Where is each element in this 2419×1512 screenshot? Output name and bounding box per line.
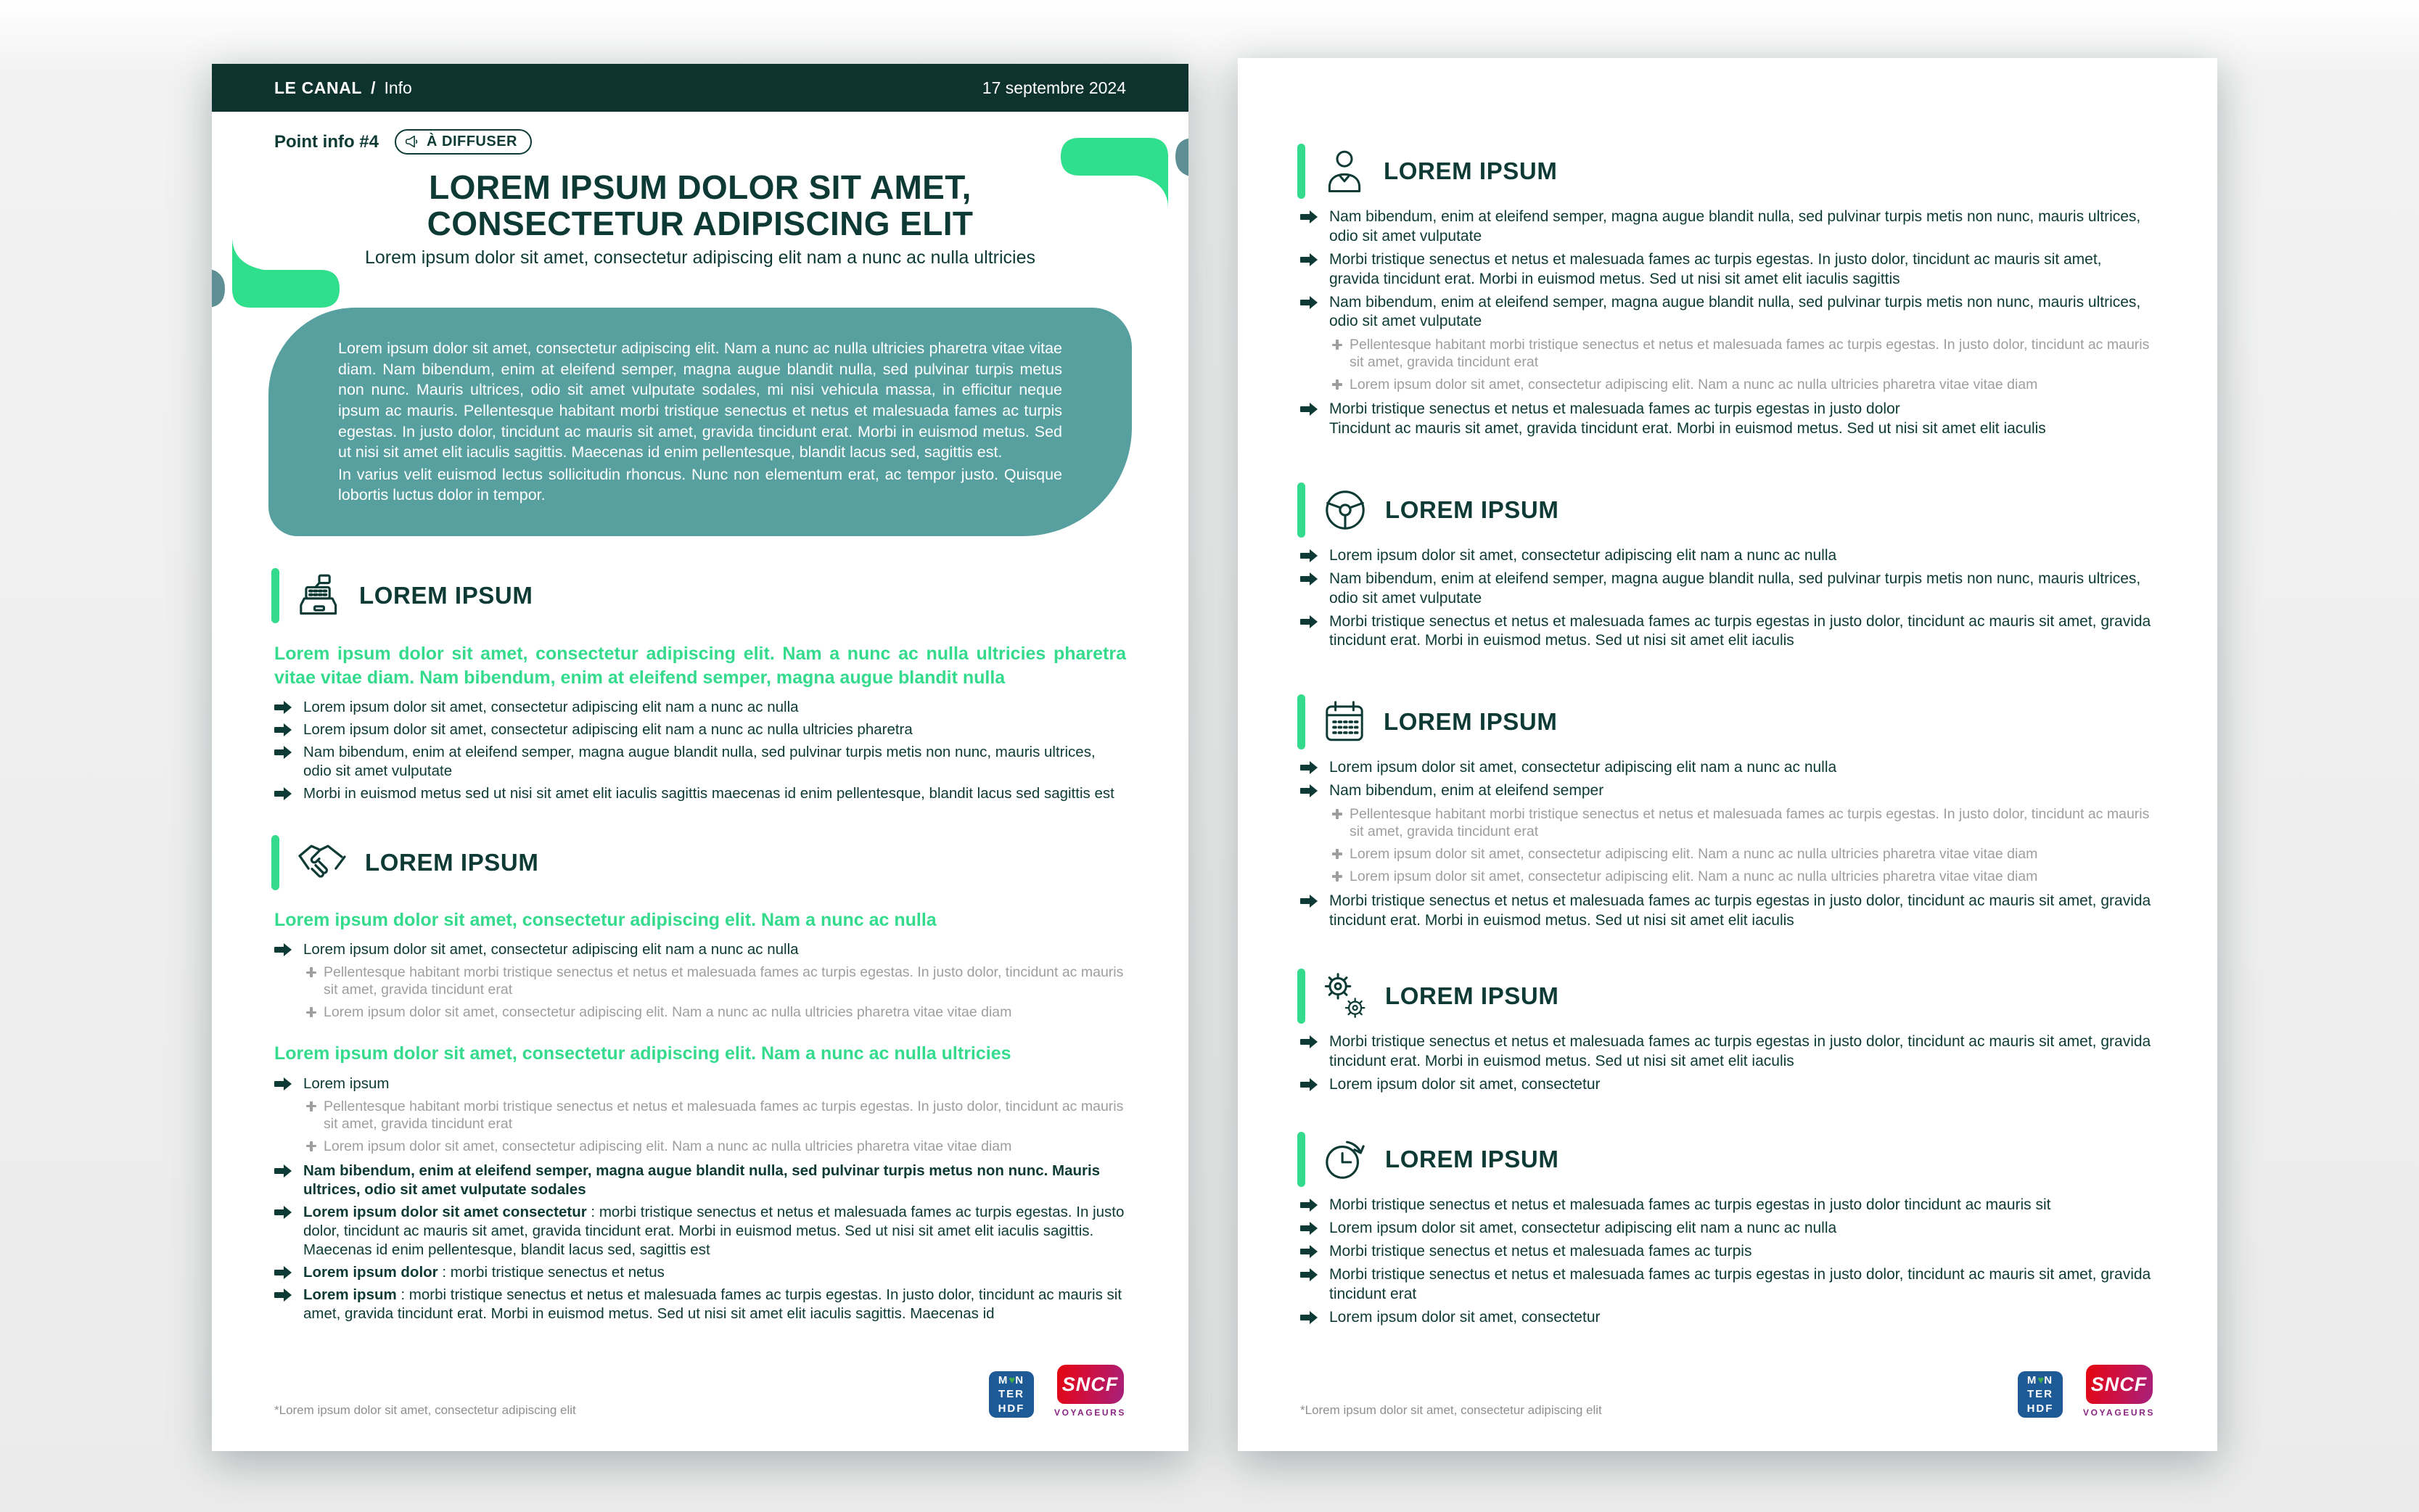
cash-register-icon [297, 573, 342, 618]
list-item: Lorem ipsum : morbi tristique senectus et netus et malesuada fames ac turpis egestas. In justo dolor, tincidunt ac mauris sit amet, gravida tincidunt erat. Morbi in euismod metus. Sed ut nisi sit amet elit iaculis sagittis. Maecenas id [274, 1286, 1126, 1323]
arrow-bullet-icon [1300, 892, 1321, 931]
list-item: Morbi tristique senectus et netus et malesuada fames ac turpis egestas in justo dolor, tincidunt ac mauris sit amet, gravida tincidunt erat. Morbi in euismod metus. Sed ut nisi sit amet elit iaculis [1300, 892, 2155, 931]
list-item: Morbi tristique senectus et netus et malesuada fames ac turpis [1300, 1242, 2155, 1262]
arrow-bullet-icon [1300, 546, 1321, 566]
gears-icon [1323, 972, 1368, 1020]
diffuse-badge-label: À DIFFUSER [427, 133, 517, 149]
section-title: LOREM IPSUM [1384, 157, 1558, 184]
section-accent-bar [1297, 482, 1305, 538]
sub-list [1329, 337, 2155, 394]
plus-bullet-icon [1332, 379, 1342, 390]
handshake-icon [297, 840, 348, 885]
section-accent-bar [271, 568, 279, 623]
arrow-bullet-icon [1300, 208, 1321, 247]
arrow-bullet-icon [1300, 1075, 1321, 1095]
section-driver-header [1300, 144, 2155, 199]
section-list [1300, 546, 2155, 651]
intro-paragraph-2: In varius velit euismod lectus sollicitudin rhoncus. Nunc non elementum erat, ac tempor justo. Quisque lobortis luctus dolor in tempor. [338, 465, 1062, 504]
list-item: Lorem ipsum dolor sit amet, consectetur [1300, 1308, 2155, 1328]
section-accent-bar [1297, 969, 1305, 1024]
section-1-lead: Lorem ipsum dolor sit amet, consectetur adipiscing elit. Nam a nunc ac nulla ultricies pharetra vitae vitae diam. Nam bibendum, enim at eleifend semper, magna augue blandit nulla [274, 644, 1126, 688]
subsection-heading: Lorem ipsum dolor sit amet, consectetur adipiscing elit. Nam a nunc ac nulla ultricies [274, 1043, 1011, 1064]
list-item: Lorem ipsum dolor sit amet, consectetur adipiscing elit nam a nunc ac nulla [274, 698, 1126, 717]
plus-bullet-icon [306, 1007, 316, 1017]
footnote: *Lorem ipsum dolor sit amet, consectetur adipiscing elit [1300, 1403, 1602, 1417]
sub-list [303, 964, 1126, 1022]
plus-bullet-icon [1332, 849, 1342, 859]
mon-ter-hdf-logo: M♥N TER HDF [2018, 1371, 2063, 1418]
list-item: Lorem ipsum dolor : morbi tristique senectus et netus [274, 1263, 1126, 1282]
megaphone-icon [405, 134, 420, 149]
sub-list-item: Pellentesque habitant morbi tristique senectus et netus et malesuada fames ac turpis egestas. In justo dolor, tincidunt ac mauris sit amet, gravida tincidunt erat [306, 964, 1126, 999]
steering-wheel-icon [1323, 488, 1368, 533]
intro-paragraph-1: Lorem ipsum dolor sit amet, consectetur adipiscing elit. Nam a nunc ac nulla ultricies pharetra vitae vitae diam. Nam bibendum, enim at eleifend semper, magna augue blandit nulla, sed pulvinar turpis metus non nunc. Mauris ultrices, odio sit amet vulputate sodales, mi nisi vehicula massa, in efficitur neque ipsum ac mauris. Pellentesque habitant morbi tristique senectus et netus et malesuada fames ac turpis egestas. In justo dolor, tincidunt ac mauris sit amet, gravida tincidunt erat. Morbi in euismod metus. Sed ut nisi sit amet elit iaculis sagittis. Maecenas id enim pellentesque, blandit lacus sed, sagittis est. [338, 340, 1062, 461]
subsection-list [274, 940, 1126, 1024]
list-item: Lorem ipsum dolor sit amet, consectetur adipiscing elit nam a nunc ac nulla [1300, 1219, 2155, 1238]
arrow-bullet-icon [1300, 1219, 1321, 1238]
arrow-bullet-icon [1300, 781, 1321, 888]
sub-list [303, 1098, 1126, 1156]
section-list [1300, 208, 2155, 439]
section-list [1300, 758, 2155, 930]
logo-row [2018, 1365, 2155, 1418]
section-accent-bar [1297, 694, 1305, 749]
list-item: Lorem ipsum Pellentesque habitant morbi tristique senectus et netus et malesuada fames ac turpis egestas. In justo dolor, tincidunt ac mauris sit amet, gravida tincidunt erat Lorem ipsum dolor sit amet, consectetur adipiscing elit. Nam a nunc ac nulla ultricies pharetra vitae vitae diam [274, 1075, 1126, 1158]
logo-row [989, 1365, 1126, 1418]
list-item: Morbi tristique senectus et netus et malesuada fames ac turpis egestas in justo dolor Tincidunt ac mauris sit amet, gravida tincidunt erat. Morbi in euismod metus. Sed ut nisi sit amet elit iaculis [1300, 400, 2155, 439]
sncf-voyageurs-logo: SNCF VOYAGEURS [1054, 1365, 1126, 1418]
list-item: Nam bibendum, enim at eleifend semper, magna augue blandit nulla, sed pulvinar turpis metus non nunc. Mauris ultrices, odio sit amet vulputate sodales [274, 1162, 1126, 1199]
page1-header-bar [212, 64, 1188, 112]
arrow-bullet-icon [274, 1286, 295, 1323]
brand-name: LE CANAL [274, 78, 363, 97]
clock-refresh-icon [1323, 1137, 1368, 1182]
sub-list-item: Lorem ipsum dolor sit amet, consectetur adipiscing elit. Nam a nunc ac nulla ultricies pharetra vitae vitae diam [306, 1138, 1126, 1156]
document-page-2 [1238, 58, 2217, 1451]
arrow-bullet-icon [1300, 293, 1321, 397]
breadcrumb-section: Info [384, 78, 412, 97]
list-item: Morbi tristique senectus et netus et malesuada fames ac turpis egestas. In justo dolor, tincidunt ac mauris sit amet, gravida tincidunt erat. Morbi in euismod metus. Sed ut nisi sit amet elit iaculis sagittis [1300, 250, 2155, 289]
list-item: Lorem ipsum dolor sit amet, consectetur adipiscing elit nam a nunc ac nulla Pellentesque habitant morbi tristique senectus et netus et malesuada fames ac turpis egestas. In justo dolor, tincidunt ac mauris sit amet, gravida tincidunt erat Lorem ipsum dolor sit amet, consectetur adipiscing elit. Nam a nunc ac nulla ultricies pharetra vitae vitae diam [274, 940, 1126, 1024]
arrow-bullet-icon [1300, 1242, 1321, 1262]
sncf-logo-mark: SNCF [1057, 1365, 1124, 1404]
issue-label: Point info #4 [274, 131, 379, 152]
section-clock-header [1300, 1132, 2155, 1187]
section-list [1300, 1196, 2155, 1327]
arrow-bullet-icon [274, 698, 295, 717]
plus-bullet-icon [1332, 871, 1342, 882]
section-1-title: LOREM IPSUM [359, 582, 533, 609]
sub-list-item: Lorem ipsum dolor sit amet, consectetur adipiscing elit. Nam a nunc ac nulla ultricies pharetra vitae vitae diam [1332, 868, 2155, 886]
arrow-bullet-icon [274, 940, 295, 1024]
heart-icon: ♥ [1009, 1373, 1016, 1386]
mon-ter-hdf-logo: M♥N TER HDF [989, 1371, 1034, 1418]
list-item: Lorem ipsum dolor sit amet, consectetur adipiscing elit nam a nunc ac nulla [1300, 546, 2155, 566]
section-1-header [274, 568, 1126, 623]
arrow-bullet-icon [274, 784, 295, 803]
arrow-bullet-icon [1300, 250, 1321, 289]
section-title: LOREM IPSUM [1385, 496, 1559, 523]
plus-bullet-icon [1332, 809, 1342, 819]
arrow-bullet-icon [1300, 612, 1321, 652]
calendar-icon [1323, 699, 1366, 744]
issue-date: 17 septembre 2024 [982, 78, 1126, 97]
sncf-voyageurs-logo: SNCF VOYAGEURS [2083, 1365, 2155, 1418]
document-page-1 [212, 64, 1188, 1451]
page2-footer [1300, 1365, 2155, 1418]
list-item: Morbi tristique senectus et netus et malesuada fames ac turpis egestas in justo dolor, tincidunt ac mauris sit amet, gravida tincidunt erat. Morbi in euismod metus. Sed ut nisi sit amet elit iaculis [1300, 612, 2155, 652]
section-accent-bar [1297, 144, 1305, 199]
diffuse-badge [395, 129, 532, 155]
sub-list-item: Lorem ipsum dolor sit amet, consectetur adipiscing elit. Nam a nunc ac nulla ultricies pharetra vitae vitae diam [306, 1004, 1126, 1022]
arrow-bullet-icon [1300, 1196, 1321, 1215]
list-item: Nam bibendum, enim at eleifend semper, magna augue blandit nulla, sed pulvinar turpis metis non nunc, mauris ultrices, odio sit amet vulputate [274, 743, 1126, 781]
kicker-row [274, 129, 1126, 155]
arrow-bullet-icon [274, 1203, 295, 1260]
footnote: *Lorem ipsum dolor sit amet, consectetur adipiscing elit [274, 1403, 576, 1417]
arrow-bullet-icon [1300, 1032, 1321, 1072]
sub-list-item: Pellentesque habitant morbi tristique senectus et netus et malesuada fames ac turpis egestas. In justo dolor, tincidunt ac mauris sit amet, gravida tincidunt erat [1332, 337, 2155, 371]
list-item: Morbi in euismod metus sed ut nisi sit amet elit iaculis sagittis maecenas id enim pellentesque, blandit lacus sed sagittis est [274, 784, 1126, 803]
arrow-bullet-icon [274, 720, 295, 739]
list-item: Lorem ipsum dolor sit amet, consectetur adipiscing elit nam a nunc ac nulla [1300, 758, 2155, 778]
sncf-logo-mark: SNCF [2086, 1365, 2153, 1404]
section-gears-header [1300, 969, 2155, 1024]
list-item: Nam bibendum, enim at eleifend semper, magna augue blandit nulla, sed pulvinar turpis metis non nunc, mauris ultrices, odio sit amet vulputate Pellentesque habitant morbi tristique senectus et netus et malesuada fames ac turpis egestas. In justo dolor, tincidunt ac mauris sit amet, gravida tincidunt erat Lorem ipsum dolor sit amet, consectetur adipiscing elit. Nam a nunc ac nulla ultricies pharetra vitae vitae diam [1300, 293, 2155, 397]
list-item: Nam bibendum, enim at eleifend semper, magna augue blandit nulla, sed pulvinar turpis metis non nunc, mauris ultrices, odio sit amet vulputate [1300, 570, 2155, 609]
sub-list-item: Pellentesque habitant morbi tristique senectus et netus et malesuada fames ac turpis egestas. In justo dolor, tincidunt ac mauris sit amet, gravida tincidunt erat [306, 1098, 1126, 1133]
breadcrumb-separator: / [371, 78, 376, 97]
section-wheel-header [1300, 482, 2155, 538]
section-title: LOREM IPSUM [1385, 1146, 1559, 1173]
list-item: Lorem ipsum dolor sit amet consectetur : morbi tristique senectus et netus et malesuada fames ac turpis egestas. In justo dolor, tincidunt ac mauris sit amet, gravida tincidunt erat. Morbi in euismod metus. Sed ut nisi sit amet elit iaculis sagittis. Maecenas id enim pellentesque, blandit lacus sed, sagittis est [274, 1203, 1126, 1260]
page-subtitle: Lorem ipsum dolor sit amet, consectetur adipiscing elit nam a nunc ac nulla ultricies [364, 247, 1036, 268]
list-item: Nam bibendum, enim at eleifend semper, magna augue blandit nulla, sed pulvinar turpis metis non nunc, mauris ultrices, odio sit amet vulputate [1300, 208, 2155, 247]
sub-list-item: Lorem ipsum dolor sit amet, consectetur adipiscing elit. Nam a nunc ac nulla ultricies pharetra vitae vitae diam [1332, 846, 2155, 863]
section-list [1300, 1032, 2155, 1095]
arrow-bullet-icon [274, 1263, 295, 1282]
plus-bullet-icon [1332, 340, 1342, 350]
arrow-bullet-icon [1300, 400, 1321, 439]
section-title: LOREM IPSUM [1384, 708, 1558, 736]
list-item: Morbi tristique senectus et netus et malesuada fames ac turpis egestas in justo dolor, tincidunt ac mauris sit amet, gravida tincidunt erat [1300, 1265, 2155, 1304]
list-item: Lorem ipsum dolor sit amet, consectetur adipiscing elit nam a nunc ac nulla ultricies pharetra [274, 720, 1126, 739]
section-2-title: LOREM IPSUM [365, 849, 539, 876]
plus-bullet-icon [306, 1101, 316, 1112]
section-accent-bar [271, 835, 279, 890]
arrow-bullet-icon [1300, 1308, 1321, 1328]
page-title: LOREM IPSUM DOLOR SIT AMET, CONSECTETUR ADIPISCING ELIT [427, 168, 974, 243]
section-2-header [274, 835, 1126, 890]
sub-list [1329, 806, 2155, 886]
arrow-bullet-icon [274, 1075, 295, 1158]
subsection-heading: Lorem ipsum dolor sit amet, consectetur adipiscing elit. Nam a nunc ac nulla [274, 910, 937, 931]
arrow-bullet-icon [274, 743, 295, 781]
section-title: LOREM IPSUM [1385, 982, 1559, 1009]
page1-footer [274, 1365, 1126, 1418]
list-item: Morbi tristique senectus et netus et malesuada fames ac turpis egestas in justo dolor, tincidunt ac mauris sit amet, gravida tincidunt erat. Morbi in euismod metus. Sed ut nisi sit amet elit iaculis [1300, 1032, 2155, 1072]
heart-icon: ♥ [2037, 1373, 2045, 1386]
arrow-bullet-icon [1300, 1265, 1321, 1304]
subsection-list [274, 1075, 1126, 1323]
sub-list-item: Lorem ipsum dolor sit amet, consectetur adipiscing elit. Nam a nunc ac nulla ultricies pharetra vitae vitae diam [1332, 377, 2155, 394]
person-icon [1323, 148, 1366, 194]
intro-highlight-blob [268, 308, 1132, 536]
list-item: Nam bibendum, enim at eleifend semper Pellentesque habitant morbi tristique senectus et netus et malesuada fames ac turpis egestas. In justo dolor, tincidunt ac mauris sit amet, gravida tincidunt erat Lorem ipsum dolor sit amet, consectetur adipiscing elit. Nam a nunc ac nulla ultricies pharetra vitae vitae diam Lorem ipsum dolor sit amet, consectetur adipiscing elit. Nam a nunc ac nulla ultricies pharetra vitae vitae diam [1300, 781, 2155, 888]
arrow-bullet-icon [1300, 570, 1321, 609]
section-calendar-header [1300, 694, 2155, 749]
plus-bullet-icon [306, 1141, 316, 1151]
arrow-bullet-icon [1300, 758, 1321, 778]
section-1-list [274, 698, 1126, 803]
arrow-bullet-icon [274, 1162, 295, 1199]
plus-bullet-icon [306, 967, 316, 977]
section-accent-bar [1297, 1132, 1305, 1187]
list-item: Lorem ipsum dolor sit amet, consectetur [1300, 1075, 2155, 1095]
sub-list-item: Pellentesque habitant morbi tristique senectus et netus et malesuada fames ac turpis egestas. In justo dolor, tincidunt ac mauris sit amet, gravida tincidunt erat [1332, 806, 2155, 841]
list-item: Morbi tristique senectus et netus et malesuada fames ac turpis egestas in justo dolor tincidunt ac mauris sit [1300, 1196, 2155, 1215]
